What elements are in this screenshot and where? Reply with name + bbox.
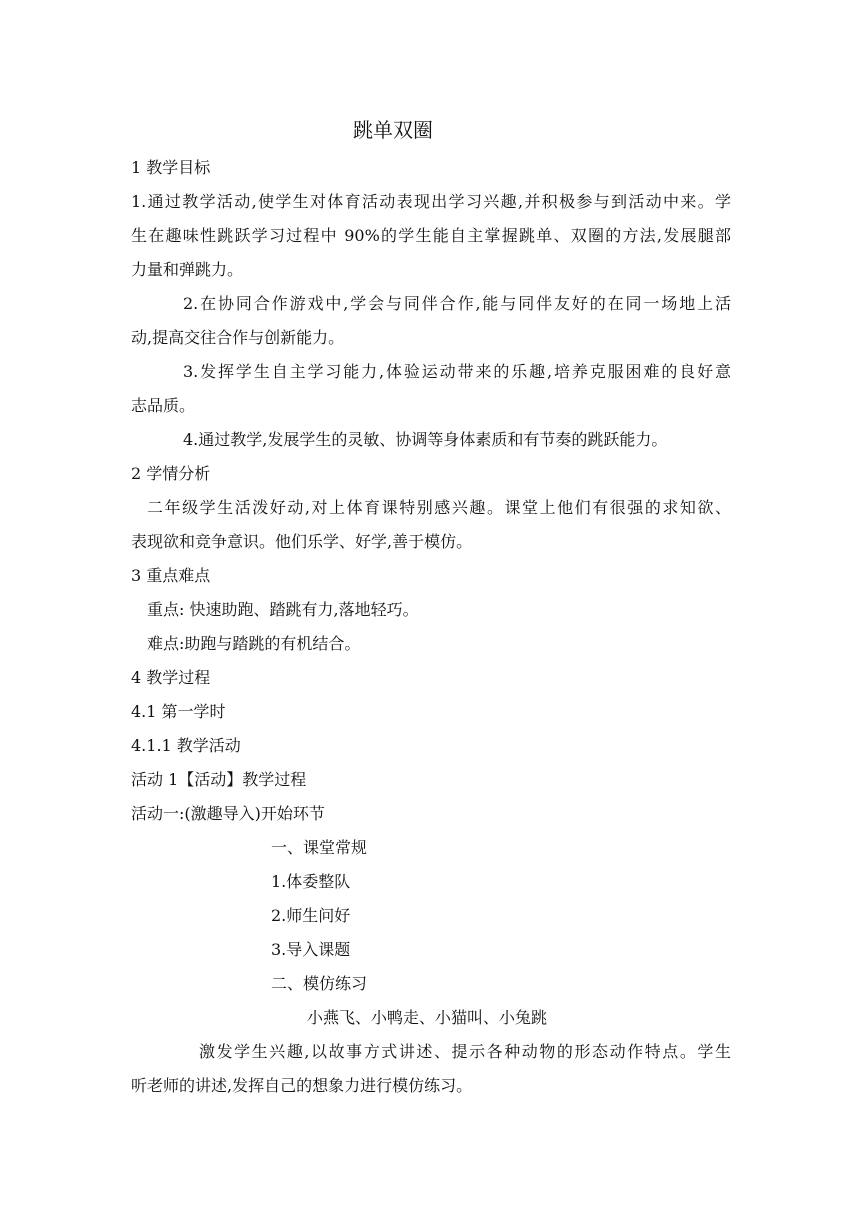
analysis-line-1: 二年级学生活泼好动,对上体育课特别感兴趣。课堂上他们有很强的求知欲、: [147, 498, 731, 517]
objective-4: 4.通过教学,发展学生的灵敏、协调等身体素质和有节奏的跳跃能力。: [183, 430, 668, 449]
objective-2-line-2: 动,提高交往合作与创新能力。: [131, 328, 345, 347]
animal-list: 小燕飞、小鸭走、小猫叫、小兔跳: [307, 1008, 548, 1027]
closing-line-2: 听老师的讲述,发挥自己的想象力进行模仿练习。: [131, 1076, 473, 1095]
objective-2-line-1: 2.在协同合作游戏中,学会与同伴合作,能与同伴友好的在同一场地上活: [183, 294, 731, 313]
subsection-activities: 4.1.1 教学活动: [131, 736, 241, 755]
difficulty-point: 难点:助跑与踏跳的有机结合。: [147, 634, 361, 653]
subsection-first-lesson: 4.1 第一学时: [131, 702, 226, 721]
section-heading-key-points: 3 重点难点: [131, 566, 211, 585]
document-title: 跳单双圈: [353, 118, 433, 142]
section-heading-process: 4 教学过程: [131, 668, 211, 687]
objective-3-line-2: 志品质。: [131, 396, 196, 415]
analysis-line-2: 表现欲和竞争意识。他们乐学、好学,善于模仿。: [131, 532, 473, 551]
objective-3-line-1: 3.发挥学生自主学习能力,体验运动带来的乐趣,培养克服困难的良好意: [183, 362, 731, 381]
routine-heading: 一、课堂常规: [271, 838, 368, 857]
routine-item-2: 2.师生问好: [271, 906, 351, 925]
objective-1-line-1: 1.通过教学活动,使学生对体育活动表现出学习兴趣,并积极参与到活动中来。学: [131, 192, 731, 211]
objective-1-line-3: 力量和弹跳力。: [131, 260, 244, 279]
section-heading-objectives: 1 教学目标: [131, 158, 211, 177]
objective-1-line-2: 生在趣味性跳跃学习过程中 90%的学生能自主掌握跳单、双圈的方法,发展腿部: [131, 226, 731, 245]
key-point: 重点: 快速助跑、踏跳有力,落地轻巧。: [147, 600, 419, 619]
imitation-heading: 二、模仿练习: [271, 974, 368, 993]
routine-item-1: 1.体委整队: [271, 872, 351, 891]
activity-label: 活动 1【活动】教学过程: [131, 770, 307, 789]
closing-line-1: 激发学生兴趣,以故事方式讲述、提示各种动物的形态动作特点。学生: [199, 1042, 731, 1061]
activity-one: 活动一:(激趣导入)开始环节: [131, 804, 325, 823]
routine-item-3: 3.导入课题: [271, 940, 351, 959]
section-heading-analysis: 2 学情分析: [131, 464, 211, 483]
